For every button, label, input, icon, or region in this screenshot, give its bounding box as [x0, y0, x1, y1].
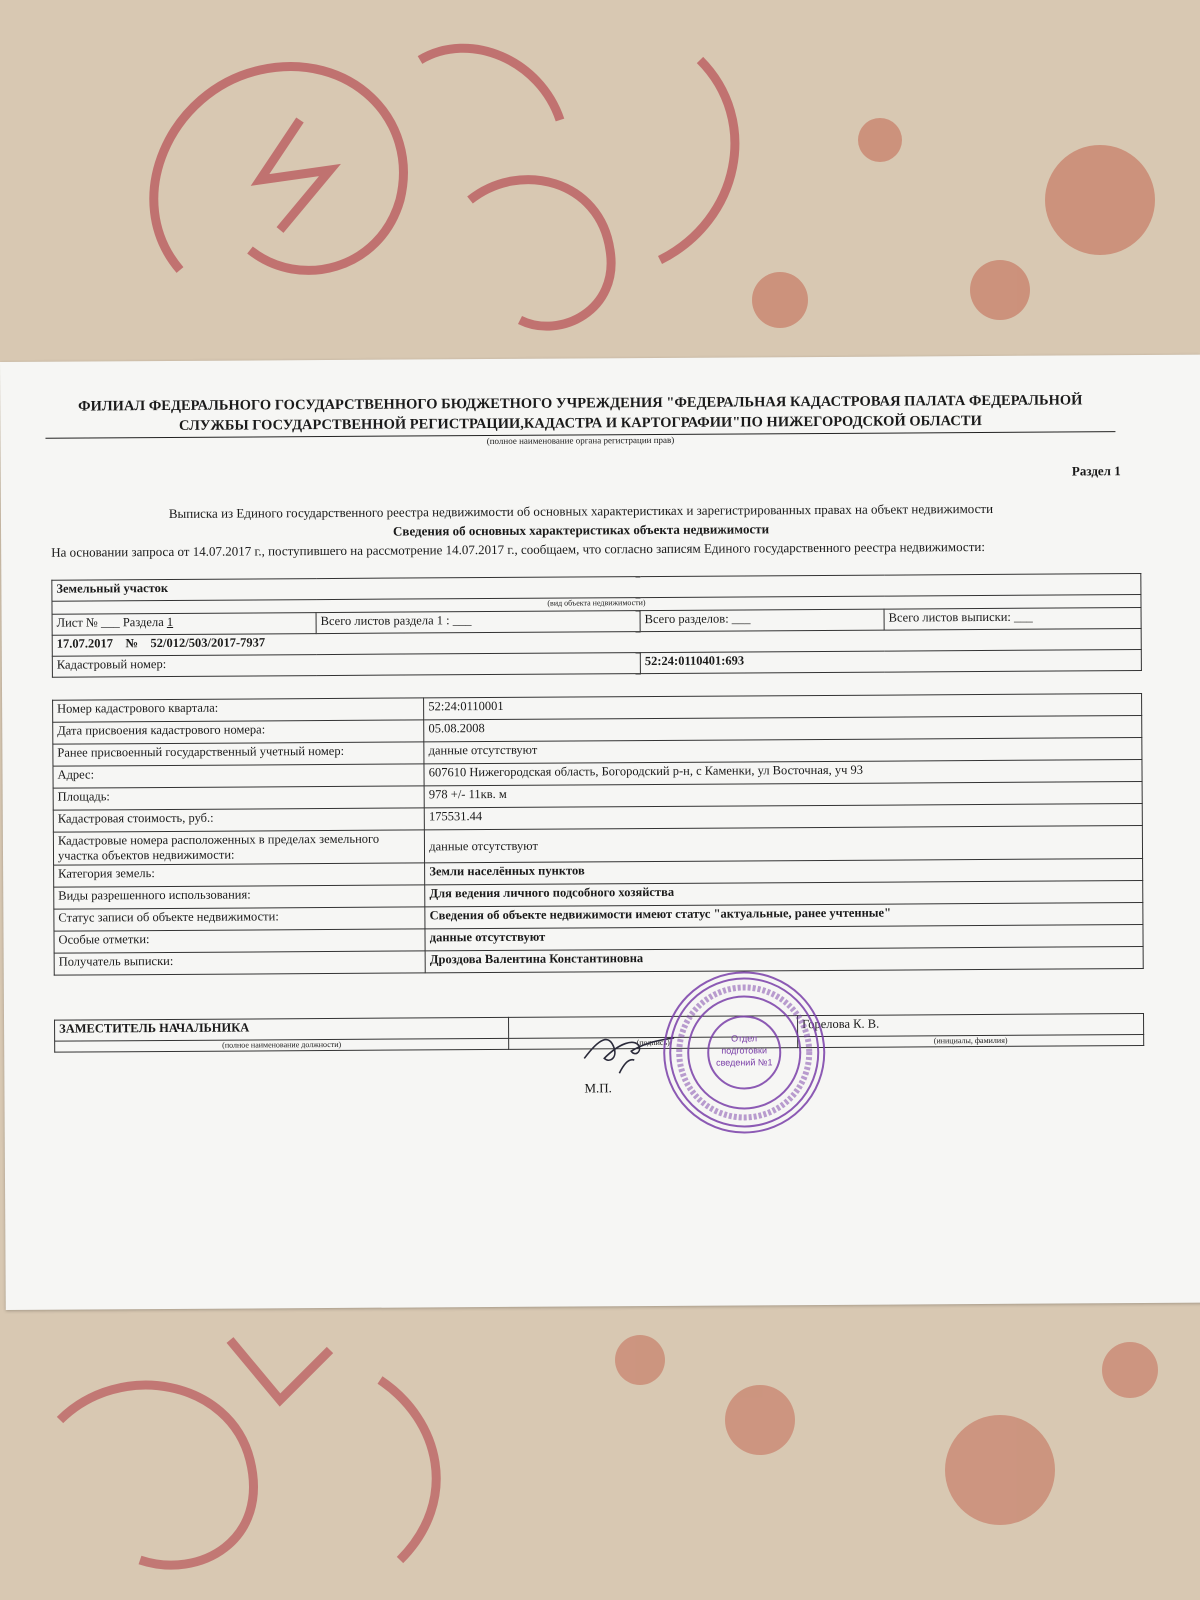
- total-sheets: Всего листов выписки: ___: [884, 608, 1141, 631]
- row-label: Номер кадастрового квартала:: [53, 698, 424, 722]
- row-label: Статус записи об объекте недвижимости:: [54, 907, 425, 931]
- round-stamp: [659, 967, 830, 1138]
- intro-text: На основании запроса от 14.07.2017 г., поступившего на рассмотрение 14.07.2017 г., сообщаем, что согласно записям Единого государственного реестра недвижимости:: [51, 538, 985, 560]
- document-subtitle: Сведения об основных характеристиках объекта недвижимости: [392, 521, 770, 539]
- document-title: Выписка из Единого государственного реестра недвижимости об основных характеристиках и зарегистрированных правах на объект недвижимости: [168, 500, 994, 521]
- row-value: 52:24:0110001: [424, 694, 1142, 720]
- row-value: данные отсутствуют: [425, 826, 1143, 863]
- stamp-center-line3: сведений №1: [716, 1057, 773, 1068]
- signature-caption: (подпись): [509, 1037, 798, 1050]
- extract-date-number: 17.07.2017 № 52/012/503/2017-7937: [52, 629, 1141, 657]
- row-label: Особые отметки:: [54, 929, 425, 953]
- total-sections: Всего разделов: ___: [640, 609, 884, 631]
- position-caption: (полное наименование должности): [55, 1038, 509, 1052]
- characteristics-table: [52, 693, 1144, 976]
- object-header-table: [51, 573, 1142, 678]
- name-caption: (инициалы, фамилия): [798, 1035, 1144, 1048]
- row-value: Дроздова Валентина Константиновна: [425, 947, 1143, 973]
- stamp-center-line2: подготовки: [721, 1045, 768, 1056]
- row-label: Площадь:: [53, 786, 424, 810]
- row-label: Категория земель:: [54, 863, 425, 887]
- row-label: Кадастровая стоимость, руб.:: [53, 808, 424, 832]
- official-name: Горелова К. В.: [798, 1014, 1144, 1037]
- total-sheets-section: Всего листов раздела 1 : ___: [316, 611, 640, 634]
- cadastral-number-value: 52:24:0110401:693: [640, 650, 1141, 674]
- stamp-center-line1: Отдел: [731, 1033, 758, 1044]
- section-number: 1: [166, 614, 174, 629]
- org-caption: (полное наименование органа регистрации прав): [486, 434, 675, 447]
- official-position: ЗАМЕСТИТЕЛЬ НАЧАЛЬНИКА: [55, 1017, 509, 1041]
- cadastral-number-label: Кадастровый номер:: [52, 653, 640, 678]
- row-value: Земли населённых пунктов: [425, 859, 1143, 885]
- row-value: данные отсутствуют: [425, 925, 1143, 951]
- row-value: 05.08.2008: [424, 716, 1142, 742]
- sheet-label: Лист № ___ Раздела: [56, 615, 164, 630]
- row-label: Адрес:: [53, 764, 424, 788]
- seal-place-label: М.П.: [584, 1080, 612, 1096]
- row-label: Кадастровые номера расположенных в пределах земельного участка объектов недвижимости:: [53, 830, 424, 865]
- row-label: Получатель выписки:: [54, 951, 425, 975]
- row-label: Виды разрешенного использования:: [54, 885, 425, 909]
- row-label: Ранее присвоенный государственный учетный номер:: [53, 742, 424, 766]
- row-label: Дата присвоения кадастрового номера:: [53, 720, 424, 744]
- org-name-line1: ФИЛИАЛ ФЕДЕРАЛЬНОГО ГОСУДАРСТВЕННОГО БЮДЖЕТНОГО УЧРЕЖДЕНИЯ "ФЕДЕРАЛЬНАЯ КАДАСТРОВАЯ ПАЛАТА ФЕДЕРАЛЬНОЙ: [78, 392, 1083, 415]
- row-value: 175531.44: [424, 804, 1142, 830]
- org-name-line2: СЛУЖБЫ ГОСУДАРСТВЕННОЙ РЕГИСТРАЦИИ,КАДАСТРА И КАРТОГРАФИИ"ПО НИЖЕГОРОДСКОЙ ОБЛАСТИ: [178, 413, 982, 434]
- row-value: 978 +/- 11кв. м: [424, 782, 1142, 808]
- object-type: Земельный участок: [52, 574, 1141, 602]
- sheet-number-cell: [52, 613, 316, 636]
- object-type-caption: (вид объекта недвижимости): [52, 595, 1141, 615]
- section-label: Раздел 1: [1071, 463, 1121, 479]
- row-value: Сведения об объекте недвижимости имеют статус "актуальные, ранее учтенные": [425, 903, 1143, 929]
- document-sheet: [0, 355, 1200, 1310]
- row-value: 607610 Нижегородская область, Богородский р-н, с Каменки, ул Восточная, уч 93: [424, 760, 1142, 786]
- row-value: Для ведения личного подсобного хозяйства: [425, 881, 1143, 907]
- row-value: данные отсутствуют: [424, 738, 1142, 764]
